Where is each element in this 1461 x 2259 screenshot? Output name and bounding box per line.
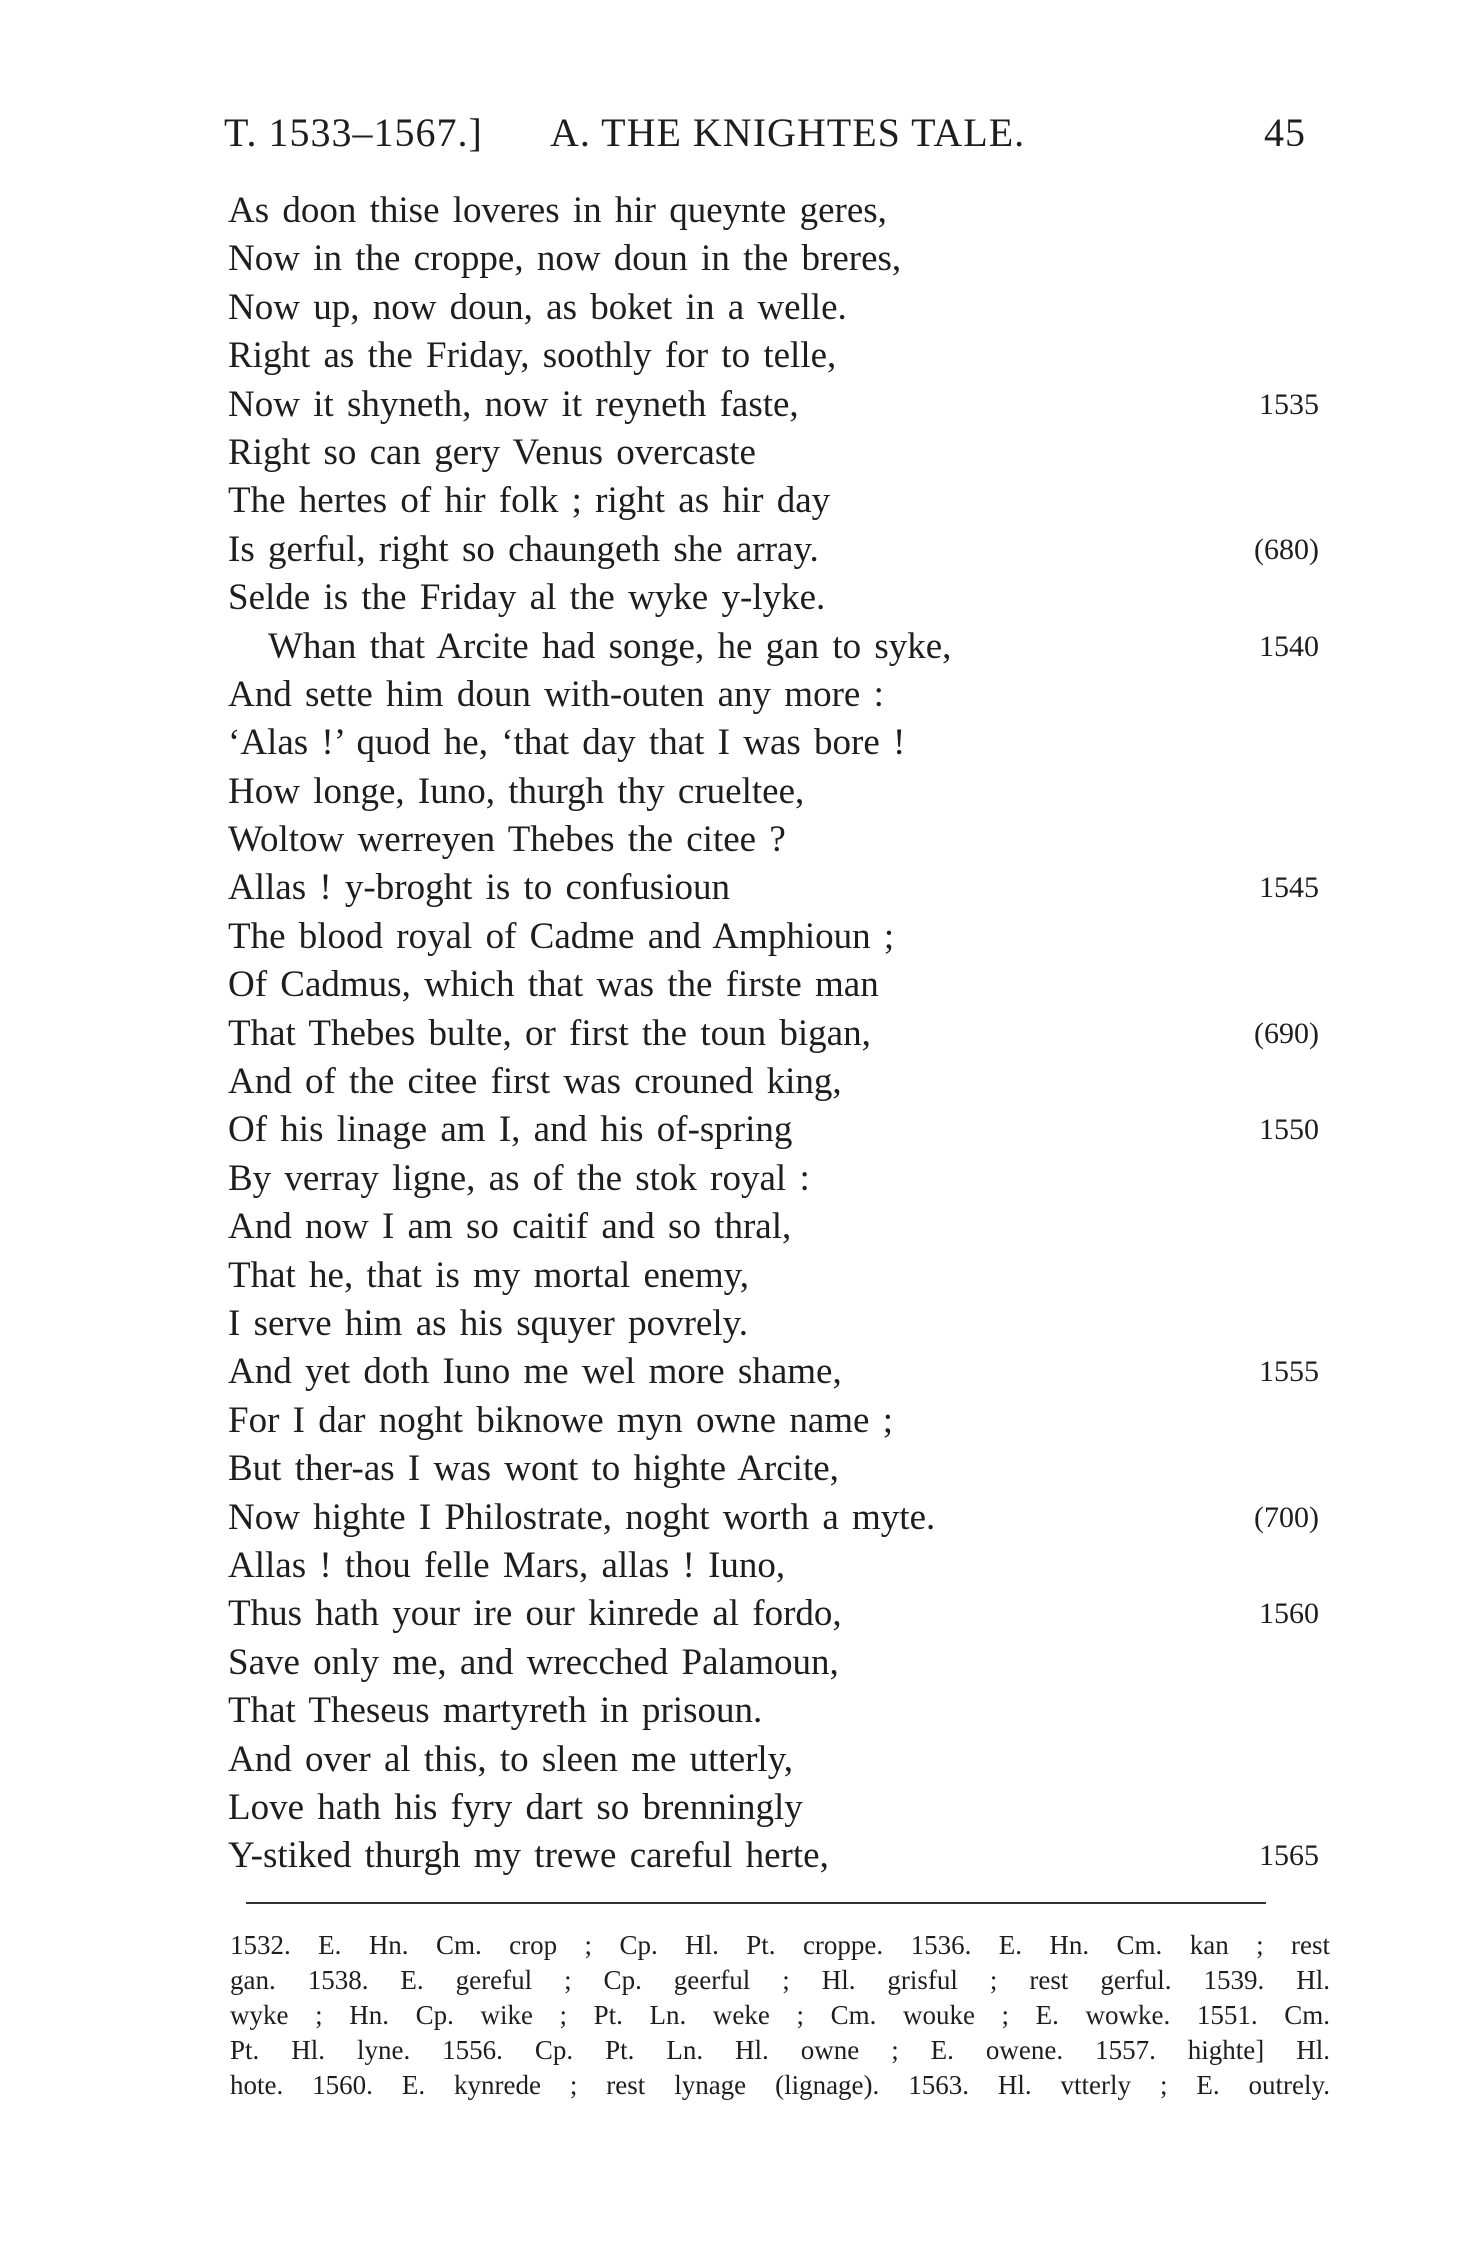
- verse-line: [0, 1784, 1461, 1832]
- poem-text: [0, 187, 1461, 1881]
- footnote-divider: [246, 1902, 1266, 1904]
- verse-text: That he, that is my mortal enemy,: [228, 1254, 749, 1296]
- verse-text: I serve him as his squyer povrely.: [228, 1302, 748, 1344]
- verse-text: The blood royal of Cadme and Amphioun ;: [228, 915, 895, 957]
- verse-text: Is gerful, right so chaungeth she array.: [228, 528, 819, 570]
- verse-text: Save only me, and wrecched Palamoun,: [228, 1641, 839, 1683]
- verse-line: [0, 1445, 1461, 1493]
- note-line: gan. 1538. E. gereful ; Cp. geerful ; Hl. grisful ; rest gerful. 1539. Hl.: [230, 1965, 1330, 1995]
- verse-text: The hertes of hir folk ; right as hir day: [228, 480, 831, 522]
- verse-text: That Theseus martyreth in prisoun.: [228, 1690, 763, 1732]
- verse-text: Whan that Arcite had songe, he gan to syke,: [268, 625, 952, 667]
- verse-line: [0, 332, 1461, 380]
- verse-line: [0, 961, 1461, 1009]
- verse-line: [0, 284, 1461, 332]
- verse-line: [0, 1736, 1461, 1784]
- note-line: wyke ; Hn. Cp. wike ; Pt. Ln. weke ; Cm. wouke ; E. wowke. 1551. Cm.: [230, 2000, 1330, 2030]
- verse-text: Of Cadmus, which that was the firste man: [228, 964, 879, 1006]
- verse-line: [0, 1832, 1461, 1880]
- line-number: 1555: [1259, 1355, 1319, 1389]
- verse-line: [0, 864, 1461, 912]
- line-number: 1540: [1259, 629, 1319, 663]
- verse-text: Now up, now doun, as boket in a welle.: [228, 286, 847, 328]
- verse-text: Now it shyneth, now it reyneth faste,: [228, 383, 799, 425]
- verse-line: [0, 1687, 1461, 1735]
- line-number: 1560: [1259, 1597, 1319, 1631]
- verse-line: [0, 1348, 1461, 1396]
- verse-line: [0, 1494, 1461, 1542]
- verse-line: [0, 913, 1461, 961]
- line-number: (690): [1254, 1016, 1319, 1050]
- verse-text: But ther-as I was wont to highte Arcite,: [228, 1448, 839, 1490]
- header-title: A. THE KNIGHTES TALE.: [550, 110, 1026, 155]
- header-line-range: T. 1533–1567.]: [224, 110, 483, 155]
- verse-text: Now highte I Philostrate, noght worth a myte.: [228, 1496, 936, 1538]
- verse-line: [0, 768, 1461, 816]
- verse-line: [0, 1639, 1461, 1687]
- verse-line: [0, 1155, 1461, 1203]
- verse-line: [0, 1106, 1461, 1154]
- verse-line: [0, 1397, 1461, 1445]
- line-number: (700): [1254, 1500, 1319, 1534]
- verse-line: [0, 816, 1461, 864]
- line-number: 1565: [1259, 1839, 1319, 1873]
- verse-text: Thus hath your ire our kinrede al fordo,: [228, 1593, 842, 1635]
- verse-text: ‘Alas !’ quod he, ‘that day that I was bore !: [228, 722, 906, 764]
- verse-line: [0, 526, 1461, 574]
- line-number: 1545: [1259, 871, 1319, 905]
- verse-text: And yet doth Iuno me wel more shame,: [228, 1351, 842, 1393]
- verse-line: [0, 477, 1461, 525]
- verse-line: [0, 671, 1461, 719]
- verse-line: [0, 235, 1461, 283]
- verse-line: [0, 1252, 1461, 1300]
- verse-line: [0, 187, 1461, 235]
- line-number: (680): [1254, 532, 1319, 566]
- verse-text: As doon thise loveres in hir queynte geres,: [228, 190, 887, 231]
- verse-text: Y-stiked thurgh my trewe careful herte,: [228, 1835, 829, 1877]
- verse-line: [0, 381, 1461, 429]
- verse-line: [0, 1542, 1461, 1590]
- verse-text: And now I am so caitif and so thral,: [228, 1206, 792, 1248]
- note-line: hote. 1560. E. kynrede ; rest lynage (lignage). 1563. Hl. vtterly ; E. outrely.: [230, 2070, 1330, 2100]
- verse-text: Right so can gery Venus overcaste: [228, 431, 756, 473]
- running-header: [0, 108, 1461, 158]
- verse-text: Love hath his fyry dart so brenningly: [228, 1786, 803, 1828]
- verse-text: Allas ! y-broght is to confusioun: [228, 867, 730, 909]
- verse-text: And over al this, to sleen me utterly,: [228, 1738, 794, 1780]
- verse-line: [0, 429, 1461, 477]
- verse-line: [0, 623, 1461, 671]
- verse-text: And sette him doun with-outen any more :: [228, 673, 884, 715]
- verse-line: [0, 1300, 1461, 1348]
- verse-text: Of his linage am I, and his of-spring: [228, 1109, 793, 1151]
- page-number: 45: [1264, 110, 1306, 155]
- verse-text: Now in the croppe, now doun in the breres,: [228, 238, 902, 280]
- verse-text: Right as the Friday, soothly for to telle,: [228, 335, 837, 377]
- verse-line: [0, 719, 1461, 767]
- textual-notes: [230, 1928, 1330, 2103]
- verse-text: By verray ligne, as of the stok royal :: [228, 1157, 810, 1199]
- verse-text: Woltow werreyen Thebes the citee ?: [228, 819, 786, 861]
- line-number: 1550: [1259, 1113, 1319, 1147]
- note-line: Pt. Hl. lyne. 1556. Cp. Pt. Ln. Hl. owne ; E. owene. 1557. highte] Hl.: [230, 2035, 1330, 2065]
- verse-text: That Thebes bulte, or first the toun bigan,: [228, 1012, 871, 1054]
- note-line: 1532. E. Hn. Cm. crop ; Cp. Hl. Pt. croppe. 1536. E. Hn. Cm. kan ; rest: [230, 1930, 1330, 1960]
- verse-text: Selde is the Friday al the wyke y-lyke.: [228, 577, 826, 619]
- verse-text: For I dar noght biknowe myn owne name ;: [228, 1399, 893, 1441]
- verse-line: [0, 1058, 1461, 1106]
- verse-line: [0, 1010, 1461, 1058]
- line-number: 1535: [1259, 387, 1319, 421]
- verse-line: [0, 574, 1461, 622]
- verse-line: [0, 1590, 1461, 1638]
- verse-text: How longe, Iuno, thurgh thy crueltee,: [228, 770, 805, 812]
- verse-text: Allas ! thou felle Mars, allas ! Iuno,: [228, 1544, 786, 1586]
- verse-text: And of the citee first was crouned king,: [228, 1061, 842, 1103]
- verse-line: [0, 1203, 1461, 1251]
